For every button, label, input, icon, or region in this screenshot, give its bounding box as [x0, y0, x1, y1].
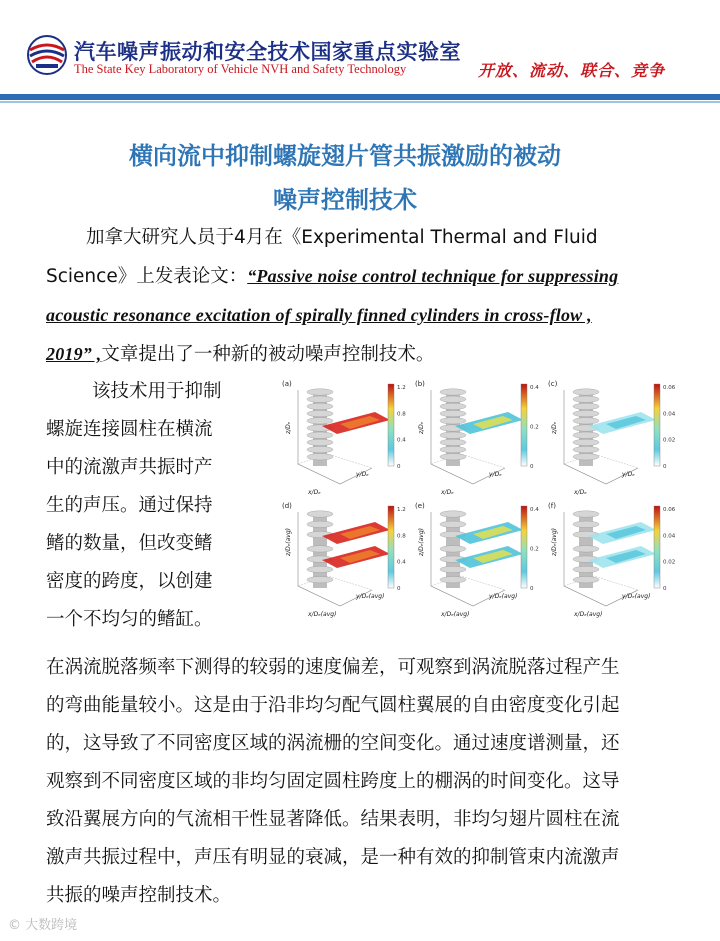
intro-line-2: Science》上发表论文：“Passive noise control technique for suppressing: [46, 266, 619, 287]
body-line-1: 在涡流脱落频率下测得的较弱的速度偏差，可观察到涡流脱落过程产生: [46, 657, 620, 678]
lab-name-en: The State Key Laboratory of Vehicle NVH and Safety Technology: [74, 62, 407, 76]
lab-motto: 开放、流动、联合、竞争: [478, 61, 666, 80]
colorbar-tick: 0: [663, 586, 667, 592]
axis-label-y: y/Dₑ: [356, 471, 369, 478]
axis-label-y: y/Dₑ: [622, 471, 635, 478]
axis-label-x: x/Dₑ(avg): [574, 611, 603, 618]
axis-label-x: x/Dₑ(avg): [441, 611, 470, 618]
body-line-3: 的，这导致了不同密度区域的涡流栅的空间变化。通过速度谱测量，还: [46, 733, 620, 754]
panel-label: (e): [415, 502, 425, 510]
axis-label-z: z/Dₑ: [551, 421, 558, 434]
colorbar-tick: 0.4: [397, 437, 406, 444]
axis-label-x: x/Dₑ(avg): [308, 611, 337, 618]
colorbar-tick: 0.04: [663, 411, 676, 418]
lab-logo-icon: [26, 34, 68, 76]
article-title-line1: 横向流中抑制螺旋翅片管共振激励的被动: [129, 142, 561, 170]
colorbar: [654, 506, 660, 588]
axis-label-x: x/Dₑ: [574, 489, 587, 496]
lab-name-cn: 汽车噪声振动和安全技术国家重点实验室: [74, 40, 461, 64]
axis-label-y: y/Dₑ(avg): [489, 593, 518, 600]
side-line-1: 该技术用于抑制: [92, 381, 222, 402]
axis-label-x: x/Dₑ: [441, 489, 454, 496]
side-line-3: 中的流激声共振时产: [46, 457, 213, 478]
body-line-6: 激声共振过程中，声压有明显的衰减，是一种有效的抑制管束内流激声: [46, 847, 620, 868]
colorbar-tick: 0: [663, 464, 667, 470]
colorbar: [388, 506, 394, 588]
body-line-5: 致沿翼展方向的气流相干性显著降低。结果表明，非均匀翅片圆柱在流: [46, 809, 620, 830]
watermark-icon: ©: [8, 918, 21, 933]
colorbar-tick: 0.06: [663, 385, 676, 391]
colorbar-tick: 0: [530, 464, 534, 470]
colorbar-tick: 1.2: [397, 507, 406, 513]
intro-line-4: 2019” ,文章提出了一种新的被动噪声控制技术。: [46, 344, 435, 365]
colorbar-tick: 0.8: [397, 411, 406, 418]
watermark: © 大数跨境: [8, 918, 78, 933]
axis-label-z: z/Dₑ: [285, 421, 292, 434]
figure-panel: [282, 502, 406, 618]
side-line-4: 生的声压。通过保持: [46, 495, 213, 516]
axis-label-y: y/Dₑ(avg): [622, 593, 651, 600]
colorbar-tick: 0.4: [397, 559, 406, 566]
panel-label: (d): [282, 502, 292, 510]
colorbar-tick: 1.2: [397, 385, 406, 391]
axis-label-z: z/Dₑ(avg): [285, 527, 292, 556]
acoustic-pressure-figure: [280, 376, 680, 620]
side-line-6: 密度的跨度，以创建: [46, 571, 213, 592]
colorbar: [388, 384, 394, 466]
colorbar-tick: 0.4: [530, 385, 539, 391]
colorbar-tick: 0.02: [663, 559, 676, 566]
side-line-5: 鳍的数量，但改变鳍: [46, 533, 213, 554]
article-title-line2: 噪声控制技术: [273, 186, 417, 214]
intro-line-1: 加拿大研究人员于4月在《Experimental Thermal and Fluid: [86, 227, 598, 248]
body-line-7: 共振的噪声控制技术。: [46, 885, 232, 906]
paper-title-part3: 2019” ,: [46, 344, 102, 364]
colorbar: [654, 384, 660, 466]
header-divider-light: [0, 101, 720, 103]
panel-label: (b): [415, 380, 425, 388]
axis-label-z: z/Dₑ(avg): [551, 527, 558, 556]
axis-label-x: x/Dₑ: [308, 489, 321, 496]
figure-panel: [415, 502, 539, 618]
figure-panel: [415, 380, 539, 496]
paper-title-part1: “Passive noise control technique for suppressing: [247, 266, 619, 286]
axis-label-z: z/Dₑ(avg): [418, 527, 425, 556]
colorbar-tick: 0.2: [530, 424, 539, 431]
axis-label-z: z/Dₑ: [418, 421, 425, 434]
axis-label-y: y/Dₑ: [489, 471, 502, 478]
body-line-2: 的弯曲能量较小。这是由于沿非均匀配气圆柱翼展的自由密度变化引起: [46, 695, 620, 716]
axis-label-y: y/Dₑ(avg): [356, 593, 385, 600]
panel-label: (f): [548, 502, 556, 510]
colorbar-tick: 0.04: [663, 533, 676, 540]
colorbar: [521, 506, 527, 588]
colorbar: [521, 384, 527, 466]
page-header: [0, 0, 720, 92]
colorbar-tick: 0.02: [663, 437, 676, 444]
colorbar-tick: 0.4: [530, 507, 539, 513]
colorbar-tick: 0.8: [397, 533, 406, 540]
header-divider: [0, 94, 720, 100]
colorbar-tick: 0: [397, 586, 401, 592]
intro-line-3: [46, 301, 670, 330]
body-line-4: 观察到不同密度区域的非均匀固定圆柱跨度上的棚涡的时间变化。这导: [46, 771, 620, 792]
colorbar-tick: 0: [530, 586, 534, 592]
paper-title-part2: acoustic resonance excitation of spirally finned cylinders in cross-flow ,: [46, 305, 592, 325]
panel-label: (c): [548, 380, 558, 388]
side-line-2: 螺旋连接圆柱在横流: [46, 419, 213, 440]
side-line-7: 一个不均匀的鳍缸。: [46, 609, 213, 630]
panel-label: (a): [282, 380, 292, 388]
figure-panel: [548, 380, 676, 496]
figure-panel: [548, 502, 676, 618]
colorbar-tick: 0.2: [530, 546, 539, 553]
colorbar-tick: 0.06: [663, 507, 676, 513]
colorbar-tick: 0: [397, 464, 401, 470]
figure-panel: [282, 380, 406, 496]
